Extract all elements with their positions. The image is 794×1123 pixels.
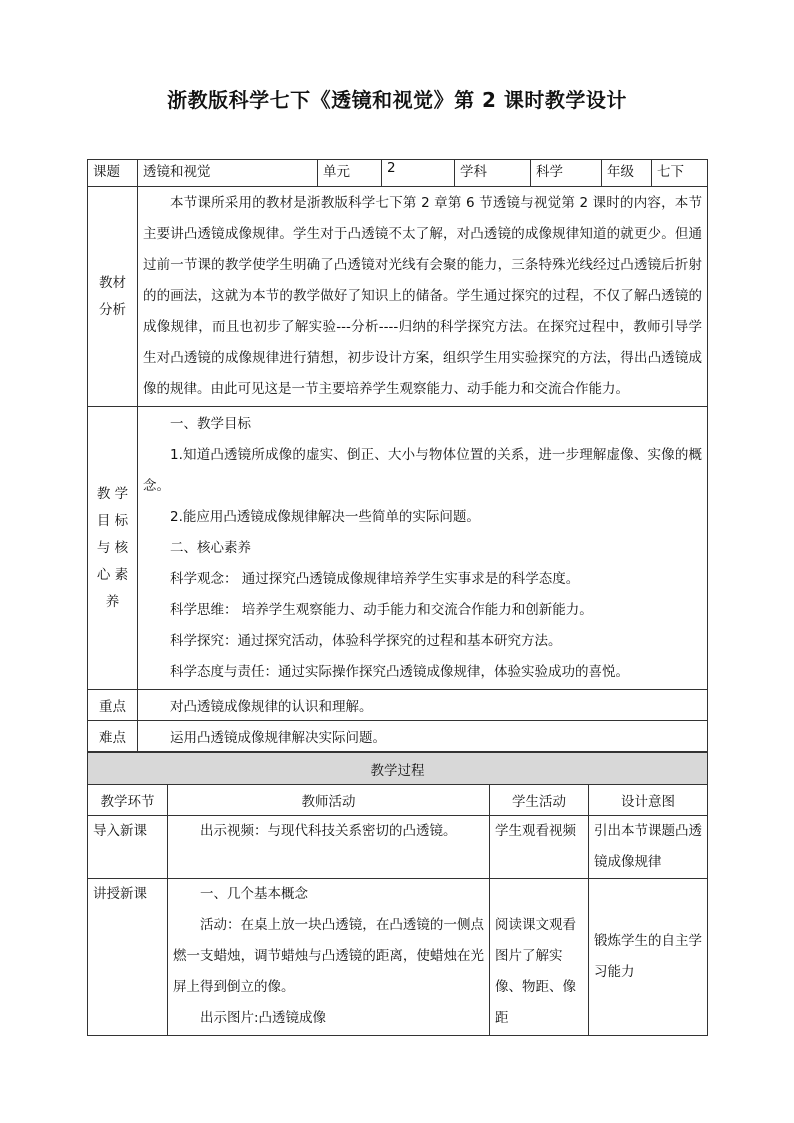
subject-value: 科学 (531, 160, 602, 187)
analysis-text: 本节课所采用的教材是浙教版科学七下第 2 章第 6 节透镜与视觉第 2 课时的内容，本节主要讲凸透镜成像规律。学生对于凸透镜不太了解，对凸透镜的成像规律知道的就更少。但通过前一节课的教学使学生明确了凸透镜对光线有会聚的能力，三条特殊光线经过凸透镜后折射的的画法，这就为本节的教学做好了知识上的储备。学生通过探究的过程，不仅了解凸透镜的成像规律，而且也初步了解实验---分析----归纳的科学探究方法。在探究过程中，教师引导学生对凸透镜的成像规律进行猜想，初步设计方案，组织学生用实验探究的方法，得出凸透镜成像的规律。由此可见这是一节主要培养学生观察能力、动手能力和交流合作能力。 (143, 195, 702, 397)
unit-value: 2 (382, 160, 455, 187)
col-intent: 设计意图 (589, 785, 708, 816)
lecture-intent: 锻炼学生的自主学习能力 (594, 933, 702, 980)
intro-intent: 引出本节课题凸透镜成像规律 (594, 823, 702, 870)
goals-item-2: 2.能应用凸透镜成像规律解决一些简单的实际问题。 (170, 508, 480, 525)
process-table (87, 752, 708, 1036)
key-text: 对凸透镜成像规律的认识和理解。 (138, 690, 708, 721)
page-title: 浙教版科学七下《透镜和视觉》第 2 课时教学设计 (167, 88, 627, 112)
goals-heading-objectives: 一、教学目标 (170, 415, 251, 432)
topic-value: 透镜和视觉 (138, 160, 318, 187)
grade-value: 七下 (652, 160, 708, 187)
core-inquiry: 科学探究：通过探究活动，体验科学探究的过程和基本研究方法。 (170, 632, 562, 649)
core-attitude: 科学态度与责任：通过实际操作探究凸透镜成像规律，体验实验成功的喜悦。 (170, 663, 629, 680)
subject-label: 学科 (455, 160, 531, 187)
grade-label: 年级 (602, 160, 652, 187)
col-student: 学生活动 (490, 785, 589, 816)
lecture-stage: 讲授新课 (93, 886, 147, 902)
col-stage: 教学环节 (88, 785, 168, 816)
core-concept: 科学观念： 通过探究凸透镜成像规律培养学生实事求是的科学态度。 (170, 570, 580, 587)
col-teacher: 教师活动 (168, 785, 490, 816)
lecture-teacher-picture: 出示图片:凸透镜成像 (200, 1010, 327, 1026)
unit-label: 单元 (318, 160, 382, 187)
topic-label: 课题 (88, 160, 138, 187)
core-thinking: 科学思维： 培养学生观察能力、动手能力和交流合作能力和创新能力。 (170, 601, 593, 618)
lecture-teacher-heading: 一、几个基本概念 (200, 886, 308, 902)
lecture-teacher-activity: 活动：在桌上放一块凸透镜，在凸透镜的一侧点燃一支蜡烛，调节蜡烛与凸透镜的距离，使蜡烛在光屏上得到倒立的像。 (173, 917, 484, 995)
goals-item-1: 1.知道凸透镜所成像的虚实、倒正、大小与物体位置的关系，进一步理解虚像、实像的概念。 (143, 446, 702, 494)
analysis-label: 教材 分析 (88, 187, 138, 407)
lesson-info-table (87, 159, 708, 752)
goals-heading-core: 二、核心素养 (170, 539, 251, 556)
difficult-text: 运用凸透镜成像规律解决实际问题。 (138, 721, 708, 752)
intro-student: 学生观看视频 (495, 823, 576, 839)
difficult-label: 难点 (88, 721, 138, 752)
intro-stage: 导入新课 (93, 823, 147, 839)
process-header: 教学过程 (88, 753, 708, 785)
key-label: 重点 (88, 690, 138, 721)
lecture-student: 阅读课文观看图片了解实像、物距、像距 (495, 917, 576, 1026)
intro-teacher: 出示视频：与现代科技关系密切的凸透镜。 (200, 823, 457, 839)
goals-label: 教 学 目 标 与 核 心 素 养 (88, 407, 138, 690)
